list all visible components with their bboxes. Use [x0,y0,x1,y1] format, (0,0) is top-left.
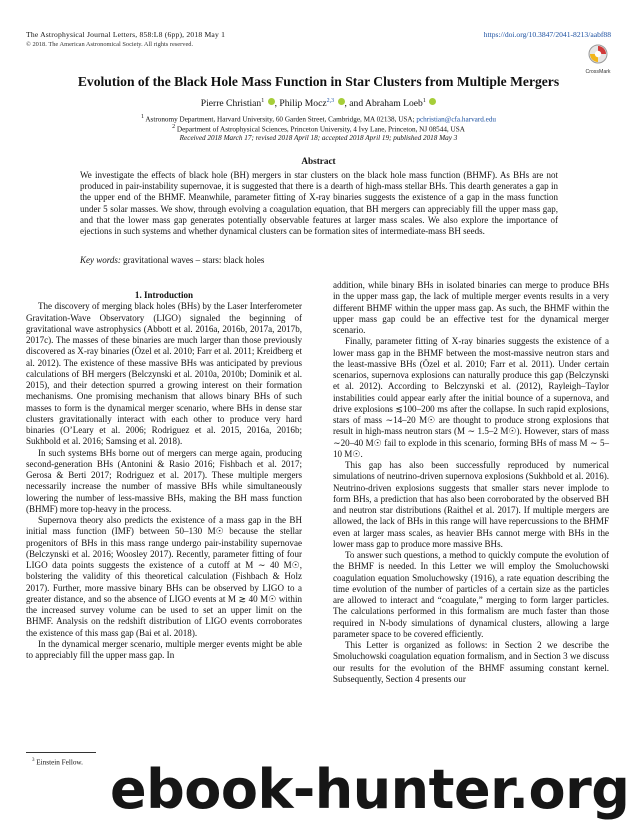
body-paragraph: The discovery of merging black holes (BHs) by the Laser Interferometer Gravitation-Wave Observatory (LIGO) signaled the beginning of gravitational wave astrophysics (Abbott et al. 2016a, 2016b, 2017a, 2017b, 2017c). The masses of these binaries are much larger than those previously discovered as X-ray binaries (Özel et al. 2010; Farr et al. 2011; Kreidberg et al. 2012). The existence of these massive BHs was anticipated by previous calculations of BH mergers (Belczynski et al. 2010a, 2010b; Dominik et al. 2015), and their detection spurred a growing interest on their formation mechanisms. One promising mechanism that allows binary BHs of such masses to form is the dynamical merger scenario, where BHs in dense star clusters gravitationally interact with each other to produce very hard binaries (O’Leary et al. 2006; Rodriguez et al. 2015, 2016a, 2016b; Sukhbold et al. 2016; Samsing et al. 2018). [26,301,302,447]
author-separator: , [274,98,280,110]
copyright-line: © 2018. The American Astronomical Society. All rights reserved. [26,41,194,48]
keywords-text: gravitational waves – stars: black holes [123,255,265,265]
left-column [26,290,302,661]
doi-link[interactable]: https://doi.org/10.3847/2041-8213/aabf88 [483,30,611,39]
author-affiliation-marker: 1 [422,98,426,104]
body-paragraph: To answer such questions, a method to quickly compute the evolution of the BHMF is needed. In this Letter we will employ the Smoluchowski coagulation equation Smoluchowsky (1916), a rate equation describing the time evolution of the number of particles of a certain size as the particles are allowed to interact and “coagulate,” merging to form larger particles. The calculations performed in this formalism are much faster than those required in N-body simulations of dynamical clusters, allowing a large parameter space to be covered efficiently. [333,550,609,639]
body-paragraph: This Letter is organized as follows: in Section 2 we describe the Smoluchowski coagulation equation formalism, and in Section 3 we discuss our results for the evolution of the BHMF assuming constant kernel. Subsequently, Section 4 presents our [333,640,609,684]
author-list [0,98,637,109]
publication-dates: Received 2018 March 17; revised 2018 April 18; accepted 2018 April 19; published 2018 May 3 [179,134,458,142]
affiliation-text: Department of Astrophysical Sciences, Princeton University, 4 Ivy Lane, Princeton, NJ 08544, USA [176,125,465,134]
crossmark-label: CrossMark [585,69,611,75]
body-paragraph: Finally, parameter fitting of X-ray binaries suggests the existence of a lower mass gap in the BHMF between the most-massive neutron stars and the least-massive BHs (Özel et al. 2010; Farr et al. 2011). Under certain scenarios, supernova explosions can naturally produce this gap (Belczynski et al. 2012). According to Belczynski et al. (2012), Rayleigh–Taylor instabilities could appear early after the initial bounce of a supernova, and drive explosions ≲100–200 ms after the collapse. In such rapid explosions, stars of mass ∼14–20 M☉ are thought to produce strong explosions that result in high-mass neutron stars (M ∼ 1.5–2 M☉). However, stars of mass ∼20–40 M☉ fail to explode in this scenario, forming BHs of mass M ∼ 5–10 M☉. [333,336,609,459]
orcid-icon[interactable] [429,98,436,105]
footnote-text: Einstein Fellow. [36,758,83,767]
affiliation-number: 2 [172,124,176,130]
body-paragraph: In such systems BHs borne out of mergers can merge again, producing second-generation BHs (Antonini & Rasio 2016; Fishbach et al. 2017; Gerosa & Berti 2017; Rodriguez et al. 2017). These multiple mergers necessarily increase the number of massive BHs while simultaneously lowering the number of less-massive BHs, making the BH mass function (BHMF) more top-heavy in the process. [26,447,302,514]
page-header [26,30,611,50]
keywords-label: Key words: [80,255,121,265]
affiliation-2 [0,123,637,134]
orcid-icon[interactable] [268,98,275,105]
body-paragraph: Supernova theory also predicts the existence of a mass gap in the BH initial mass function (IMF) between 50–130 M☉ because the stellar progenitors of BHs in this mass range undergo pair-instability supernovae (Belczynski et al. 2016; Woosley 2017). Recently, parameter fitting of four LIGO data points suggests the existence of a cutoff at M ∼ 40 M☉, bolstering the validity of this theoretical calculation (Fishbach & Holz 2017). Further, more massive binary BHs can be observed by LIGO to a greater distance, and so the absence of LIGO events at M ≳ 40 M☉ within the increased survey volume can be used to set an upper limit on the BHMF. Analysis on the redshift distribution of LIGO events corroborates the existence of this mass gap (Bai et al. 2018). [26,515,302,638]
author-affiliation-marker: 2,3 [326,98,335,104]
section-heading: 1. Introduction [134,290,194,300]
affiliation-number: 1 [140,114,144,120]
affiliation-text: Astronomy Department, Harvard University, 60 Garden Street, Cambridge, MA 02138, USA; [145,115,415,124]
watermark: ebook-hunter.org [110,758,630,821]
body-paragraph: This gap has also been successfully reproduced by numerical simulations of neutrino-driven supernova explosions (Sukhbold et al. 2016). Neutrino-driven explosions suggests that smaller stars never implode to form BHs, a prediction that has also been corroborated by the observed BH and neutron star distributions (Raithel et al. 2017). If multiple mergers are allowed, the lack of BHs in this range will have repercussions to the BHMF even at larger mass scales, as heavier BHs cannot merge with BHs in the lower mass gap to produce more massive BHs. [333,460,609,549]
body-paragraph: addition, while binary BHs in isolated binaries can merge to produce BHs in the upper mass gap, the lack of multiple merger events results in a very different BHMF within the upper mass gap. As such, the BHMF within the upper mass gap could be an effective test for the dynamical merger scenario. [333,280,609,335]
keywords [80,255,558,265]
body-paragraph: In the dynamical merger scenario, multiple merger events might be able to appreciably fill the upper mass gap. In [26,638,302,660]
author-separator: , and [344,98,366,110]
abstract-heading: Abstract [301,156,336,166]
journal-citation: The Astrophysical Journal Letters, 858:L8 (6pp), 2018 May 1 [26,30,226,39]
paper-title: Evolution of the Black Hole Mass Function in Star Clusters from Multiple Mergers [77,74,560,89]
author-name: Pierre Christian [200,98,262,110]
footnote [32,758,83,766]
author-affiliation-marker: 1 [261,98,265,104]
email-link[interactable]: pchristian@cfa.harvard.edu [416,115,497,124]
footnote-divider [26,752,96,753]
footnote-number: 3 [32,758,35,763]
abstract-text: We investigate the effects of black hole (BH) mergers in star clusters on the black hole mass function (BHMF). As BHs are not produced in pair-instability supernovae, it is suggested that there is a dearth of high-mass stellar BHs. This dearth generates a gap in the upper end of the BHMF. Meanwhile, parameter fitting of X-ray binaries suggests the existence of a gap in the mass function under 5 solar masses. We show, through evolving a coagulation equation, that BH mergers can appreciably fill the upper mass gap, and that the lower mass gap generates potentially observable features at larger mass scales. We also explore the importance of ejections in such systems and whether dynamical clusters can be formation sites of intermediate-mass BH seeds. [80,170,558,237]
right-column [333,280,609,685]
author-name: Philip Mocz [279,98,327,110]
crossmark-icon [588,44,608,64]
author-name: Abraham Loeb [365,98,423,110]
crossmark-badge[interactable] [585,44,611,75]
orcid-icon[interactable] [338,98,345,105]
